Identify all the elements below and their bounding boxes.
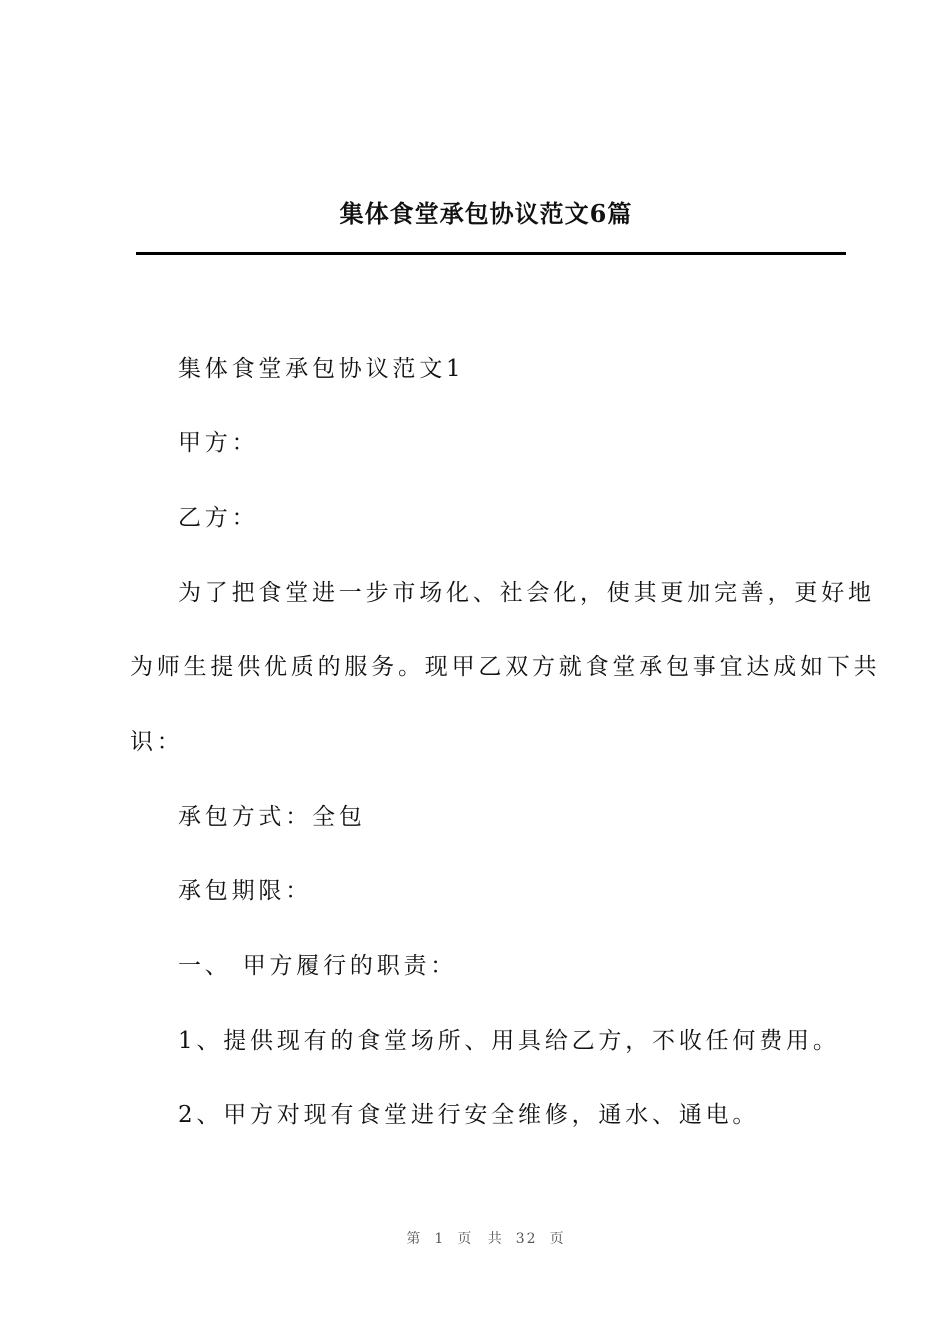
party-a-line: 甲方： (178, 430, 259, 456)
footer-pages-label: 页 (549, 1231, 566, 1247)
page-footer (0, 1228, 950, 1248)
footer-page-label: 第 (406, 1231, 423, 1247)
clause-heading: 一、 甲方履行的职责： (178, 953, 458, 979)
section-heading: 集体食堂承包协议范文1 (178, 356, 465, 382)
contract-term-line: 承包期限： (178, 878, 312, 904)
paragraph-line: 为师生提供优质的服务。现甲乙双方就食堂承包事宜达成如下共 (130, 654, 881, 680)
footer-of-label: 页 共 (457, 1231, 504, 1247)
party-b-line: 乙方： (178, 505, 259, 531)
footer-total-pages: 32 (515, 1231, 538, 1247)
paragraph-line: 为了把食堂进一步市场化、社会化，使其更加完善，更好地 (178, 580, 875, 606)
contract-method-line: 承包方式：全包 (178, 804, 366, 830)
clause-item: 1、提供现有的食堂场所、用具给乙方，不收任何费用。 (178, 1028, 840, 1054)
footer-current-page: 1 (434, 1231, 446, 1247)
paragraph-line: 识： (130, 729, 184, 755)
document-title: 集体食堂承包协议范文6篇 (339, 199, 633, 228)
title-divider (136, 252, 846, 255)
clause-item: 2、甲方对现有食堂进行安全维修，通水、通电。 (178, 1102, 760, 1128)
